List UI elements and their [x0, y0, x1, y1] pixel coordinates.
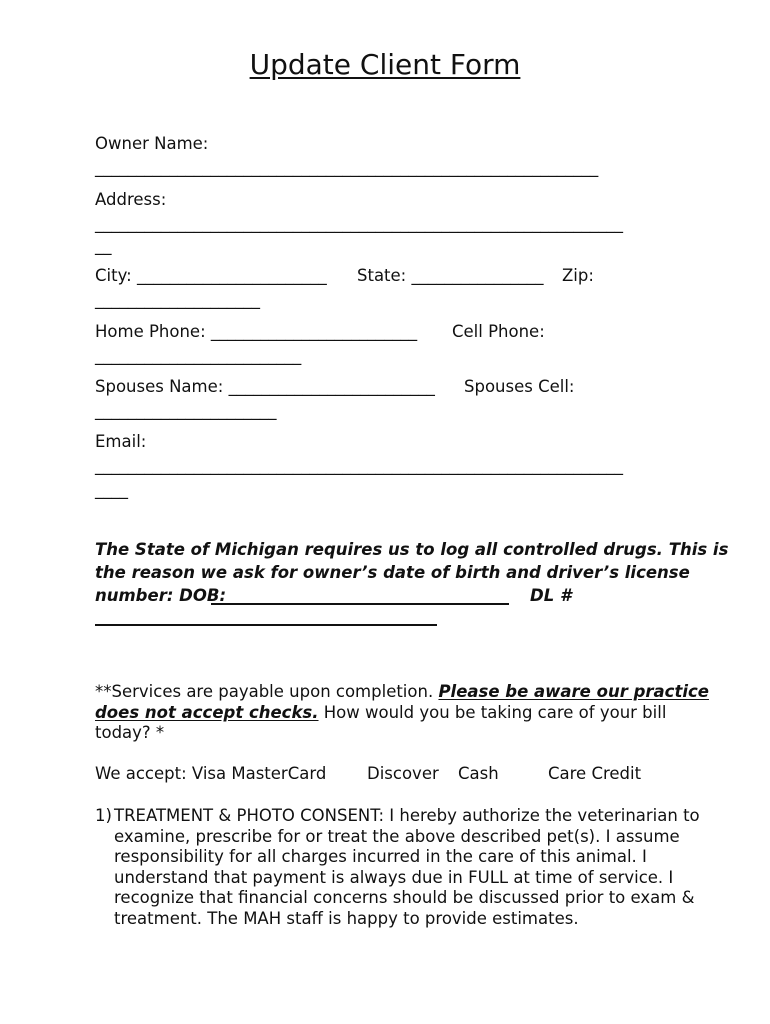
form-title: Update Client Form [249, 48, 521, 81]
dl-field[interactable] [95, 608, 437, 626]
consent-number: 1) [95, 806, 112, 825]
email-label: Email: [95, 432, 147, 451]
consent-line-2: examine, prescribe for or treat the above described pet(s). I assume [114, 827, 680, 846]
no-checks-emphasis-2: does not accept checks. [95, 703, 319, 722]
consent-line-3: responsibility for all charges incurred in the care of this animal. I [114, 847, 647, 866]
consent-line-1: TREATMENT & PHOTO CONSENT: I hereby authorize the veterinarian to [114, 806, 700, 825]
payment-notice-line-3: today? * [95, 723, 165, 742]
payment-notice-line-2 [95, 703, 666, 723]
accepted-cards-label: We accept: Visa MasterCard [95, 764, 327, 783]
home-phone-field[interactable]: Home Phone: _________________________ [95, 322, 418, 341]
consent-line-4: understand that payment is always due in FULL at time of service. I [114, 868, 674, 887]
owner-name-field[interactable]: _____________________________________________________________ [95, 158, 599, 177]
spouse-name-field[interactable]: Spouses Name: _________________________ [95, 377, 435, 396]
zip-label: Zip: [562, 266, 594, 285]
consent-line-5: recognize that financial concerns should be discussed prior to exam & [114, 888, 695, 907]
cell-phone-field[interactable]: _________________________ [95, 346, 302, 365]
dl-label: DL # [530, 586, 572, 605]
spouse-cell-field[interactable]: ______________________ [95, 401, 277, 420]
dob-field[interactable] [211, 585, 509, 605]
city-field[interactable]: City: _______________________ [95, 266, 327, 285]
discover-option: Discover [367, 764, 439, 783]
payment-lead: **Services are payable upon completion. [95, 682, 439, 701]
email-field[interactable]: ________________________________________________________________ [95, 456, 623, 475]
payment-rest: How would you be taking care of your bill [318, 703, 667, 722]
state-field[interactable]: State: ________________ [357, 266, 544, 285]
care-credit-option: Care Credit [548, 764, 642, 783]
email-field-continued[interactable]: ____ [95, 480, 128, 499]
michigan-notice-line-2: the reason we ask for owner’s date of birth and driver’s license [95, 563, 690, 582]
spouse-cell-label: Spouses Cell: [464, 377, 575, 396]
owner-name-label: Owner Name: [95, 134, 209, 153]
dob-label: number: DOB: [95, 586, 227, 605]
consent-line-6: treatment. The MAH staff is happy to provide estimates. [114, 909, 579, 928]
zip-field[interactable]: ____________________ [95, 290, 260, 309]
michigan-notice-line-1: The State of Michigan requires us to log all controlled drugs. This is [95, 540, 729, 559]
cell-phone-label: Cell Phone: [452, 322, 545, 341]
cash-option: Cash [458, 764, 499, 783]
address-label: Address: [95, 190, 167, 209]
no-checks-emphasis-1: Please be aware our practice [438, 682, 709, 701]
payment-notice-line-1 [95, 682, 709, 702]
address-field[interactable]: ________________________________________________________________ [95, 214, 623, 233]
address-field-continued[interactable]: __ [95, 236, 112, 255]
